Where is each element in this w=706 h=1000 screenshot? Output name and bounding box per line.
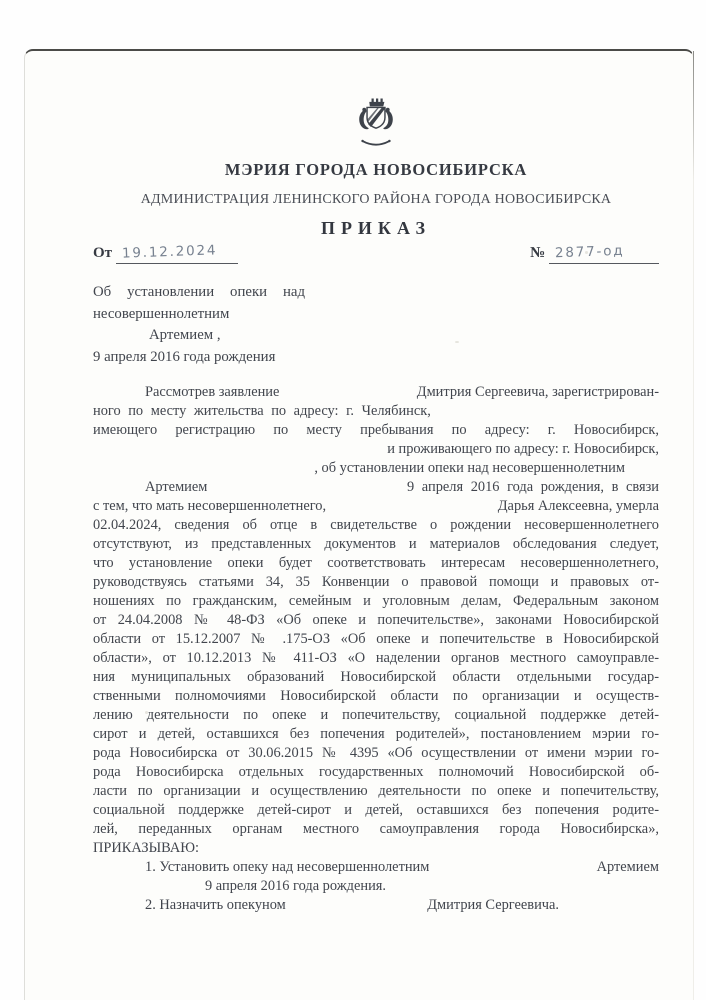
body-line: лей, переданных органам местного самоуправления города Новосибирска», xyxy=(93,821,659,837)
body-text: Дмитрия Сергеевича, зарегистрирован- xyxy=(416,384,659,400)
order-item-1 xyxy=(93,858,659,877)
body-line: ственными полномочиями Новосибирской области по организации и осуществ- xyxy=(93,688,659,704)
novosibirsk-coat-of-arms-icon xyxy=(348,95,404,149)
handwritten-number: 2877-од xyxy=(554,242,625,262)
handwritten-date: 19.12.2024 xyxy=(121,242,218,262)
body-line: области от 15.12.2007 № .175-ОЗ «Об опеке и попечительстве в Новосибирской xyxy=(93,631,659,647)
body-text: Дарья Алексеевна, умерла xyxy=(497,498,659,514)
subject-line: Артемием , xyxy=(149,327,221,343)
body-text: 2. Назначить опекуном xyxy=(145,897,286,913)
body-text: Рассмотрев заявление xyxy=(145,384,280,400)
body-text: Дмитрия Сергеевича. xyxy=(427,897,559,913)
meta-row xyxy=(93,242,659,264)
body-line: ного по месту жительства по адресу: г. Челябинск, xyxy=(93,403,431,419)
body-line: отсутствуют, из представленных документов и материалов обследования следует, xyxy=(93,536,659,552)
subject-line: Об установлении опеки над xyxy=(93,284,305,300)
subject-block xyxy=(93,282,659,368)
body-paragraph xyxy=(93,383,659,915)
dept-name: АДМИНИСТРАЦИЯ ЛЕНИНСКОГО РАЙОНА ГОРОДА НОВОСИБИРСКА xyxy=(140,192,612,207)
document-content xyxy=(93,51,659,915)
body-line: ласти по организации и осуществлению деятельности по опеке и попечительству, xyxy=(93,783,659,799)
body-text: 1. Установить опеку над несовершеннолетним xyxy=(145,859,430,875)
body-line xyxy=(93,478,659,497)
body-line: рода Новосибирска отдельных государственных полномочий Новосибирской об- xyxy=(93,764,659,780)
number-underline xyxy=(549,242,659,264)
body-line: социальной поддержке детей-сирот и детей, оставшихся без попечения родите- xyxy=(93,802,659,818)
date-group xyxy=(93,242,238,264)
body-line: лению деятельности по опеке и попечительству, социальной поддержке детей- xyxy=(93,707,659,723)
body-text: 9 апреля 2016 года рождения, в связи xyxy=(407,479,659,495)
body-line: , об установлении опеки над несовершеннолетним xyxy=(314,460,625,476)
number-label: № xyxy=(530,245,546,261)
date-label: От xyxy=(93,245,113,261)
body-line: имеющего регистрацию по месту пребывания по адресу: г. Новосибирск, xyxy=(93,422,659,438)
body-line: от 24.04.2008 № 48-ФЗ «Об опеке и попечительстве», законами Новосибирской xyxy=(93,612,659,628)
date-underline xyxy=(116,242,238,264)
body-line: что установление опеки будет соответствовать интересам несовершеннолетнего, xyxy=(93,555,659,571)
paper-sheet xyxy=(24,49,694,1000)
body-text: Артемием xyxy=(145,479,208,495)
number-group xyxy=(530,242,659,264)
body-line: руководствуясь статьями 34, 35 Конвенции о правовой помощи и правовых от- xyxy=(93,574,659,590)
body-line: рода Новосибирска от 30.06.2015 № 4395 «Об осуществлении от имени мэрии го- xyxy=(93,745,659,761)
body-line: сирот и детей, оставшихся без попечения родителей», постановлением мэрии го- xyxy=(93,726,659,742)
body-text: Артемием xyxy=(596,859,659,875)
body-text: с тем, что мать несовершеннолетнего, xyxy=(93,498,327,514)
body-line: ПРИКАЗЫВАЮ: xyxy=(93,840,200,856)
body-line xyxy=(93,383,659,402)
order-item-2 xyxy=(93,896,659,915)
body-line: 02.04.2024, сведения об отце в свидетельстве о рождении несовершеннолетнего xyxy=(93,517,659,533)
body-line: ния муниципальных образований Новосибирской области отдельными государ- xyxy=(93,669,659,685)
subject-line: несовершеннолетним xyxy=(93,305,230,322)
body-line: ношениях по гражданским, семейным и уголовным делам, Федеральным законом xyxy=(93,593,659,609)
body-line: области», от 10.12.2013 № 411-ОЗ «О наделении органов местного самоуправле- xyxy=(93,650,659,666)
order-item-1-continued: 9 апреля 2016 года рождения. xyxy=(205,878,386,894)
org-name: МЭРИЯ ГОРОДА НОВОСИБИРСКА xyxy=(224,160,528,179)
body-line xyxy=(93,497,659,516)
doc-type-title: ПРИКАЗ xyxy=(320,218,432,238)
body-line: и проживающего по адресу: г. Новосибирск, xyxy=(387,441,659,457)
subject-line: 9 апреля 2016 года рождения xyxy=(93,348,276,365)
